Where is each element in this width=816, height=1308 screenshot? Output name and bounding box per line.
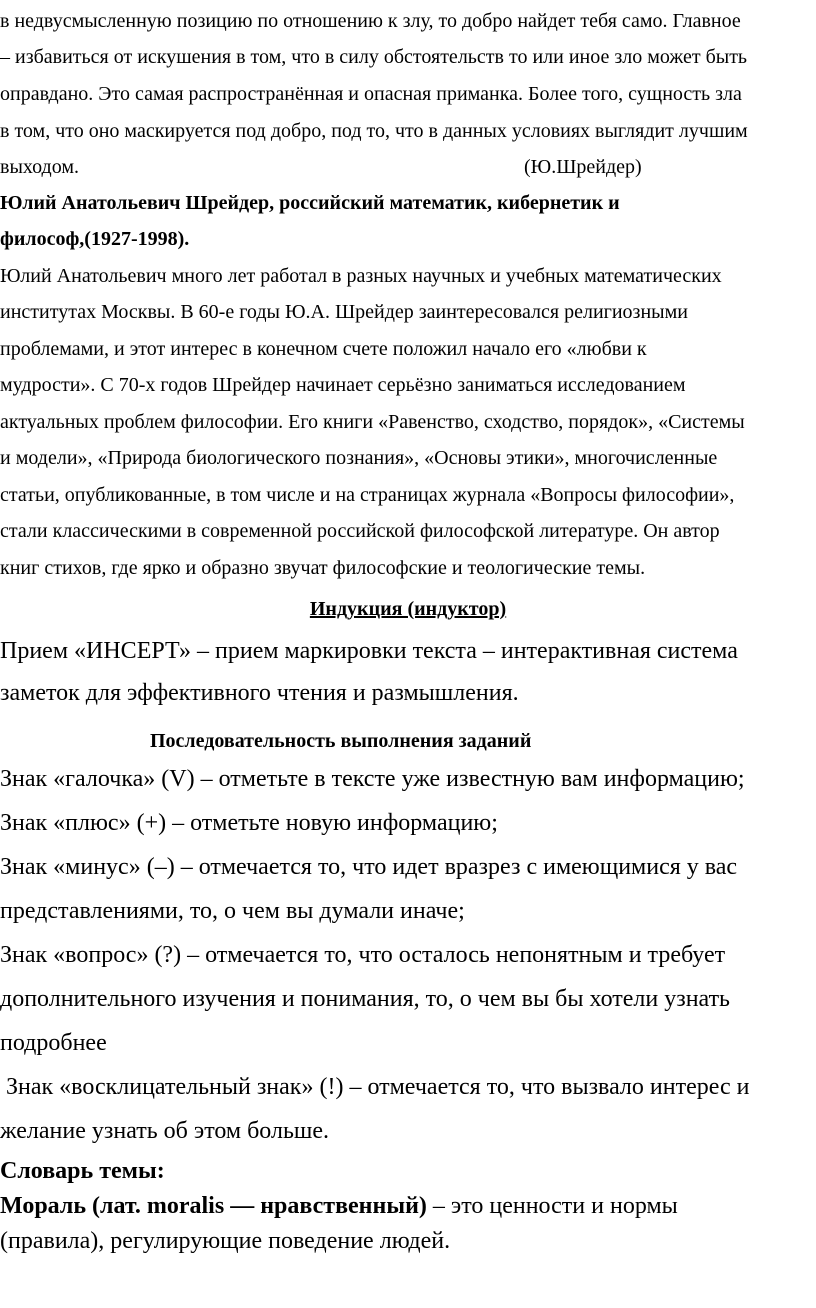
bio-line: мудрости». С 70-х годов Шрейдер начинает серьёзно заниматься исследованием	[0, 374, 686, 396]
quote-line: в том, что оно маскируется под добро, под то, что в данных условиях выглядит лучшим	[0, 120, 748, 142]
quote-line: – избавиться от искушения в том, что в силу обстоятельств то или иное зло может быть	[0, 46, 748, 68]
task-line: Знак «галочка» (V) – отметьте в тексте уже известную вам информацию;	[0, 766, 745, 792]
induction-title: Индукция (индуктор)	[309, 598, 507, 620]
bio-line: институтах Москвы. В 60-е годы Ю.А. Шрейдер заинтересовался религиозными	[0, 301, 688, 323]
bio-heading-line: Юлий Анатольевич Шрейдер, российский математик, кибернетик и	[0, 192, 620, 214]
task-line: Знак «вопрос» (?) – отмечается то, что осталось непонятным и требует	[0, 942, 726, 968]
bio-line: Юлий Анатольевич много лет работал в разных научных и учебных математических	[0, 265, 722, 287]
task-line: Знак «восклицательный знак» (!) – отмечается то, что вызвало интерес и	[0, 1074, 750, 1100]
glossary-definition-line: (правила), регулирующие поведение людей.	[0, 1228, 451, 1254]
bio-line: стали классическими в современной российской философской литературе. Он автор	[0, 520, 720, 542]
bio-line: книг стихов, где ярко и образно звучат философские и теологические темы.	[0, 557, 646, 579]
glossary-entry	[0, 1193, 678, 1220]
quote-line: в недвусмысленную позицию по отношению к злу, то добро найдет тебя само. Главное	[0, 10, 741, 32]
bio-line: и модели», «Природа биологического познания», «Основы этики», многочисленные	[0, 447, 718, 469]
tasks-title: Последовательность выполнения заданий	[150, 730, 532, 752]
task-line: представлениями, то, о чем вы думали иначе;	[0, 898, 465, 924]
glossary-term: Мораль (лат. moralis — нравственный)	[0, 1193, 427, 1219]
induction-line: Прием «ИНСЕРТ» – прием маркировки текста – интерактивная система	[0, 638, 738, 664]
bio-line: статьи, опубликованные, в том числе и на страницах журнала «Вопросы философии»,	[0, 484, 735, 506]
bio-line: актуальных проблем философии. Его книги «Равенство, сходство, порядок», «Системы	[0, 411, 745, 433]
quote-line: оправдано. Это самая распространённая и опасная приманка. Более того, сущность зла	[0, 83, 742, 105]
task-line: дополнительного изучения и понимания, то, о чем вы бы хотели узнать	[0, 986, 730, 1012]
bio-line: проблемами, и этот интерес в конечном счете положил начало его «любви к	[0, 338, 647, 360]
quote-author: (Ю.Шрейдер)	[524, 156, 642, 178]
induction-line: заметок для эффективного чтения и размышления.	[0, 680, 519, 706]
glossary-definition: – это ценности и нормы	[426, 1193, 678, 1219]
task-line: Знак «минус» (–) – отмечается то, что идет вразрез с имеющимися у вас	[0, 854, 738, 880]
task-line: желание узнать об этом больше.	[0, 1118, 330, 1144]
glossary-title: Словарь темы:	[0, 1158, 165, 1184]
quote-line: выходом.	[0, 156, 79, 178]
task-line: Знак «плюс» (+) – отметьте новую информацию;	[0, 810, 498, 836]
task-line: подробнее	[0, 1030, 107, 1056]
bio-heading-line: философ,(1927-1998).	[0, 228, 190, 250]
